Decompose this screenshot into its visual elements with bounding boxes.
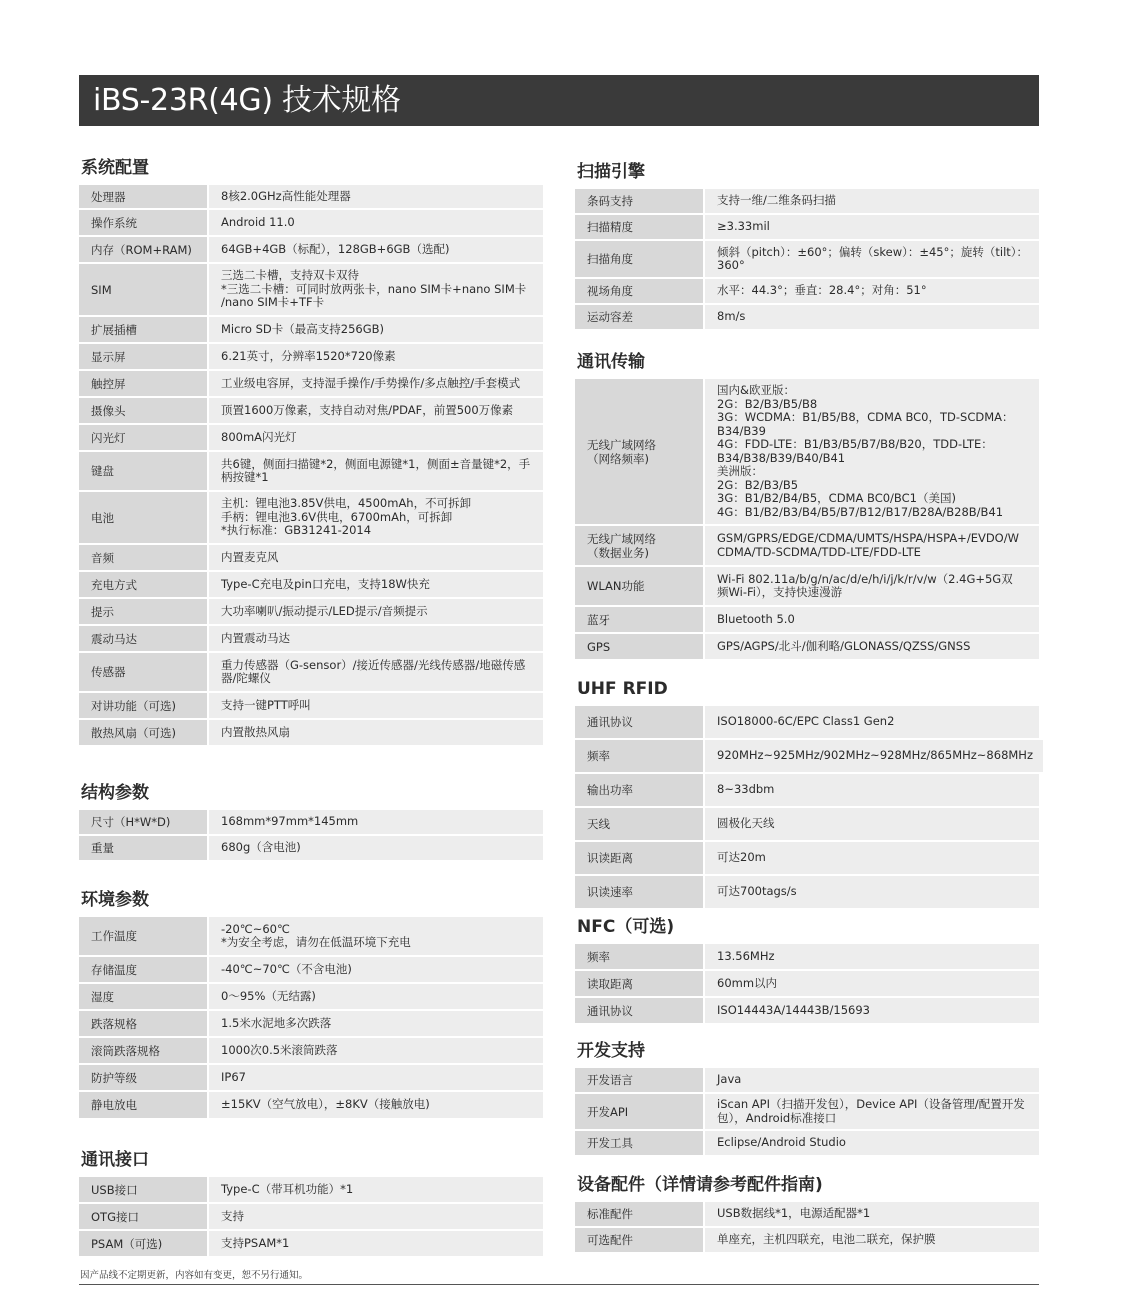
- section-title: 通讯接口: [81, 1150, 149, 1170]
- spec-label: GPS: [575, 634, 705, 659]
- section-title: UHF RFID: [577, 679, 668, 699]
- spec-label: 扫描角度: [575, 241, 705, 277]
- spec-row: [79, 210, 543, 237]
- footer-divider: [79, 1284, 1039, 1285]
- spec-row: [575, 944, 1039, 971]
- spec-value: 0～95%（无结露): [209, 984, 543, 1009]
- spec-value: 国内&欧亚版： 2G：B2/B3/B5/B8 3G：WCDMA：B1/B5/B8，CDMA BC0，TD-SCDMA： B34/B39 4G：FDD-LTE：B1/B3/B5/B7/B8/B20，TDD-LTE： B34/B38/B39/B40/B41 美洲版： 2G：B2/B3/B5 3G：B1/B2/B4/B5，CDMA BC0/BC1（美国) 4G：B1/B2/B3/B4/B5/B7/B12/B17/B28A/B28B/B41: [705, 379, 1039, 524]
- spec-section: [79, 151, 543, 747]
- spec-value: Android 11.0: [209, 210, 543, 235]
- spec-table: [79, 1177, 543, 1258]
- spec-row: [79, 452, 543, 492]
- spec-label: PSAM（可选): [79, 1231, 209, 1256]
- spec-label: 输出功率: [575, 774, 705, 806]
- spec-value: ≥3.33mil: [705, 215, 1039, 239]
- spec-label: 滚筒跌落规格: [79, 1038, 209, 1063]
- spec-value: 8m/s: [705, 305, 1039, 329]
- spec-label: USB接口: [79, 1177, 209, 1202]
- spec-row: [575, 876, 1039, 910]
- section-title: 环境参数: [81, 890, 149, 910]
- spec-row: [575, 634, 1039, 661]
- spec-value: 64GB+4GB（标配），128GB+6GB（选配): [209, 237, 543, 262]
- spec-row: [79, 836, 543, 862]
- spec-label: 识读距离: [575, 842, 705, 874]
- document-title: iBS-23R(4G) 技术规格: [79, 75, 1039, 126]
- spec-table: [575, 379, 1039, 661]
- spec-row: [575, 706, 1039, 740]
- spec-label: 标准配件: [575, 1202, 705, 1226]
- spec-row: [79, 693, 543, 720]
- spec-row: [575, 1068, 1039, 1094]
- spec-value: 168mm*97mm*145mm: [209, 810, 543, 834]
- spec-section: [575, 1168, 1039, 1254]
- spec-label: 闪光灯: [79, 425, 209, 450]
- spec-value: 内置麦克风: [209, 545, 543, 570]
- spec-label: 无线广域网络 （网络频率): [575, 379, 705, 524]
- spec-value: 680g（含电池): [209, 836, 543, 860]
- spec-label: 电池: [79, 492, 209, 543]
- spec-label: 可选配件: [575, 1228, 705, 1252]
- spec-value: 800mA闪光灯: [209, 425, 543, 450]
- spec-label: 运动容差: [575, 305, 705, 329]
- spec-label: 天线: [575, 808, 705, 840]
- spec-label: 重量: [79, 836, 209, 860]
- spec-value: ISO18000-6C/EPC Class1 Gen2: [705, 706, 1039, 738]
- spec-section: [575, 345, 1039, 661]
- spec-label: 处理器: [79, 185, 209, 208]
- spec-value: 支持PSAM*1: [209, 1231, 543, 1256]
- spec-value: iScan API（扫描开发包），Device API（设备管理/配置开发 包），Android标准接口: [705, 1094, 1039, 1129]
- spec-label: 防护等级: [79, 1065, 209, 1090]
- spec-value: 支持一维/二维条码扫描: [705, 189, 1039, 213]
- spec-value: 1000次0.5米滚筒跌落: [209, 1038, 543, 1063]
- spec-value: -20℃~60℃ *为安全考虑，请勿在低温环境下充电: [209, 917, 543, 955]
- spec-row: [79, 653, 543, 693]
- spec-row: [79, 425, 543, 452]
- section-title: 扫描引擎: [577, 162, 645, 182]
- spec-value: 1.5米水泥地多次跌落: [209, 1011, 543, 1036]
- footnote: 因产品线不定期更新，内容如有变更，恕不另行通知。: [80, 1270, 309, 1281]
- spec-value: 60mm以内: [705, 971, 1039, 996]
- spec-value: GPS/AGPS/北斗/伽利略/GLONASS/QZSS/GNSS: [705, 634, 1039, 659]
- spec-row: [79, 1204, 543, 1231]
- spec-row: [79, 317, 543, 344]
- spec-row: [575, 740, 1039, 774]
- spec-value: 圆极化天线: [705, 808, 1039, 840]
- spec-label: 识读速率: [575, 876, 705, 908]
- spec-value: 支持一键PTT呼叫: [209, 693, 543, 718]
- spec-section: [575, 910, 1039, 1025]
- spec-value: 8~33dbm: [705, 774, 1039, 806]
- spec-value: 920MHz~925MHz/902MHz~928MHz/865MHz~868MHz: [705, 740, 1043, 772]
- spec-value: 单座充，主机四联充，电池二联充，保护膜: [705, 1228, 1039, 1252]
- spec-label: 读取距离: [575, 971, 705, 996]
- spec-section: [575, 155, 1039, 331]
- spec-value: 三选二卡槽，支持双卡双待 *三选二卡槽：可同时放两张卡，nano SIM卡+nano SIM卡 /nano SIM卡+TF卡: [209, 264, 543, 315]
- spec-label: WLAN功能: [575, 567, 705, 605]
- spec-value: IP67: [209, 1065, 543, 1090]
- spec-row: [575, 215, 1039, 241]
- spec-row: [575, 607, 1039, 634]
- spec-label: SIM: [79, 264, 209, 315]
- spec-value: 共6键，侧面扫描键*2，侧面电源键*1，侧面±音量键*2，手 柄按键*1: [209, 452, 543, 490]
- spec-label: 工作温度: [79, 917, 209, 955]
- section-title: 结构参数: [81, 783, 149, 803]
- spec-value: Type-C（带耳机功能）*1: [209, 1177, 543, 1202]
- spec-value: Bluetooth 5.0: [705, 607, 1039, 632]
- spec-label: 对讲功能（可选): [79, 693, 209, 718]
- spec-value: Type-C充电及pin口充电，支持18W快充: [209, 572, 543, 597]
- spec-row: [79, 1231, 543, 1258]
- spec-row: [575, 971, 1039, 998]
- spec-value: Eclipse/Android Studio: [705, 1131, 1039, 1155]
- spec-value: 6.21英寸，分辨率1520*720像素: [209, 344, 543, 369]
- spec-table: [575, 1068, 1039, 1157]
- spec-label: 静电放电: [79, 1092, 209, 1118]
- spec-value: 重力传感器（G-sensor）/接近传感器/光线传感器/地磁传感 器/陀螺仪: [209, 653, 543, 691]
- spec-row: [79, 371, 543, 398]
- section-title: 系统配置: [81, 158, 149, 178]
- spec-table: [575, 189, 1039, 331]
- spec-section: [575, 672, 1039, 910]
- spec-label: 充电方式: [79, 572, 209, 597]
- spec-value: Wi-Fi 802.11a/b/g/n/ac/d/e/h/i/j/k/r/v/w（2.4G+5G双 频Wi-Fi），支持快速漫游: [705, 567, 1039, 605]
- spec-section: [79, 776, 543, 862]
- spec-row: [79, 572, 543, 599]
- spec-row: [575, 1202, 1039, 1228]
- spec-row: [79, 1092, 543, 1120]
- spec-label: 跌落规格: [79, 1011, 209, 1036]
- spec-label: 开发API: [575, 1094, 705, 1129]
- spec-label: 传感器: [79, 653, 209, 691]
- spec-value: 内置散热风扇: [209, 720, 543, 745]
- spec-value: 倾斜（pitch）：±60°；偏转（skew）：±45°；旋转（tilt）： 360°: [705, 241, 1039, 277]
- spec-label: 无线广域网络 （数据业务): [575, 526, 705, 565]
- spec-table: [575, 706, 1039, 910]
- spec-row: [575, 305, 1039, 331]
- spec-row: [575, 1094, 1039, 1131]
- spec-label: 键盘: [79, 452, 209, 490]
- spec-row: [575, 279, 1039, 305]
- spec-value: Micro SD卡（最高支持256GB): [209, 317, 543, 342]
- spec-row: [79, 1038, 543, 1065]
- spec-table: [575, 1202, 1039, 1254]
- spec-label: 散热风扇（可选): [79, 720, 209, 745]
- spec-value: 支持: [209, 1204, 543, 1229]
- spec-section: [79, 883, 543, 1120]
- spec-row: [79, 1177, 543, 1204]
- spec-value: 主机：锂电池3.85V供电，4500mAh，不可拆卸 手柄：锂电池3.6V供电，6700mAh，可拆卸 *执行标准：GB31241-2014: [209, 492, 543, 543]
- spec-label: 蓝牙: [575, 607, 705, 632]
- spec-row: [575, 998, 1039, 1025]
- spec-value: 可达700tags/s: [705, 876, 1039, 908]
- spec-row: [575, 774, 1039, 808]
- spec-label: 显示屏: [79, 344, 209, 369]
- spec-table: [79, 917, 543, 1120]
- spec-label: 开发语言: [575, 1068, 705, 1092]
- spec-row: [79, 264, 543, 317]
- spec-row: [575, 1228, 1039, 1254]
- spec-label: 提示: [79, 599, 209, 624]
- spec-value: 水平：44.3°；垂直：28.4°；对角：51°: [705, 279, 1039, 303]
- spec-label: OTG接口: [79, 1204, 209, 1229]
- spec-value: GSM/GPRS/EDGE/CDMA/UMTS/HSPA/HSPA+/EVDO/W CDMA/TD-SCDMA/TDD-LTE/FDD-LTE: [705, 526, 1039, 565]
- spec-label: 尺寸（H*W*D): [79, 810, 209, 834]
- section-title: 通讯传输: [577, 352, 645, 372]
- spec-row: [79, 1011, 543, 1038]
- spec-row: [79, 957, 543, 984]
- spec-row: [79, 545, 543, 572]
- spec-row: [575, 526, 1039, 567]
- section-title: 开发支持: [577, 1041, 645, 1061]
- spec-row: [79, 237, 543, 264]
- spec-value: 顶置1600万像素，支持自动对焦/PDAF，前置500万像素: [209, 398, 543, 423]
- spec-label: 摄像头: [79, 398, 209, 423]
- spec-row: [79, 810, 543, 836]
- spec-label: 开发工具: [575, 1131, 705, 1155]
- spec-label: 频率: [575, 740, 705, 772]
- spec-label: 音频: [79, 545, 209, 570]
- spec-row: [79, 492, 543, 545]
- spec-value: -40℃~70℃（不含电池): [209, 957, 543, 982]
- spec-table: [79, 185, 543, 747]
- spec-row: [79, 984, 543, 1011]
- spec-table: [575, 944, 1039, 1025]
- spec-label: 扩展插槽: [79, 317, 209, 342]
- spec-label: 通讯协议: [575, 998, 705, 1023]
- spec-label: 通讯协议: [575, 706, 705, 738]
- spec-row: [575, 842, 1039, 876]
- spec-label: 条码支持: [575, 189, 705, 213]
- spec-row: [575, 379, 1039, 526]
- spec-label: 存储温度: [79, 957, 209, 982]
- spec-value: 工业级电容屏，支持湿手操作/手势操作/多点触控/手套模式: [209, 371, 543, 396]
- spec-row: [79, 398, 543, 425]
- spec-row: [79, 917, 543, 957]
- spec-value: ±15KV（空气放电），±8KV（接触放电): [209, 1092, 543, 1118]
- spec-row: [79, 626, 543, 653]
- spec-table: [79, 810, 543, 862]
- spec-value: 13.56MHz: [705, 944, 1039, 969]
- spec-value: Java: [705, 1068, 1039, 1092]
- spec-row: [79, 720, 543, 747]
- spec-row: [575, 808, 1039, 842]
- spec-row: [79, 185, 543, 210]
- spec-row: [575, 1131, 1039, 1157]
- spec-section: [575, 1034, 1039, 1157]
- spec-value: 内置震动马达: [209, 626, 543, 651]
- spec-row: [575, 189, 1039, 215]
- spec-label: 震动马达: [79, 626, 209, 651]
- spec-label: 操作系统: [79, 210, 209, 235]
- spec-value: 8核2.0GHz高性能处理器: [209, 185, 543, 208]
- spec-value: USB数据线*1，电源适配器*1: [705, 1202, 1039, 1226]
- spec-label: 扫描精度: [575, 215, 705, 239]
- spec-value: 大功率喇叭/振动提示/LED提示/音频提示: [209, 599, 543, 624]
- spec-label: 湿度: [79, 984, 209, 1009]
- spec-label: 频率: [575, 944, 705, 969]
- spec-row: [575, 567, 1039, 607]
- spec-value: ISO14443A/14443B/15693: [705, 998, 1039, 1023]
- spec-section: [79, 1143, 543, 1258]
- section-title: NFC（可选): [577, 917, 675, 937]
- spec-label: 内存（ROM+RAM): [79, 237, 209, 262]
- spec-row: [79, 1065, 543, 1092]
- spec-row: [575, 241, 1039, 279]
- spec-value: 可达20m: [705, 842, 1039, 874]
- section-title: 设备配件（详情请参考配件指南): [577, 1175, 823, 1195]
- spec-label: 触控屏: [79, 371, 209, 396]
- spec-row: [79, 344, 543, 371]
- spec-label: 视场角度: [575, 279, 705, 303]
- spec-row: [79, 599, 543, 626]
